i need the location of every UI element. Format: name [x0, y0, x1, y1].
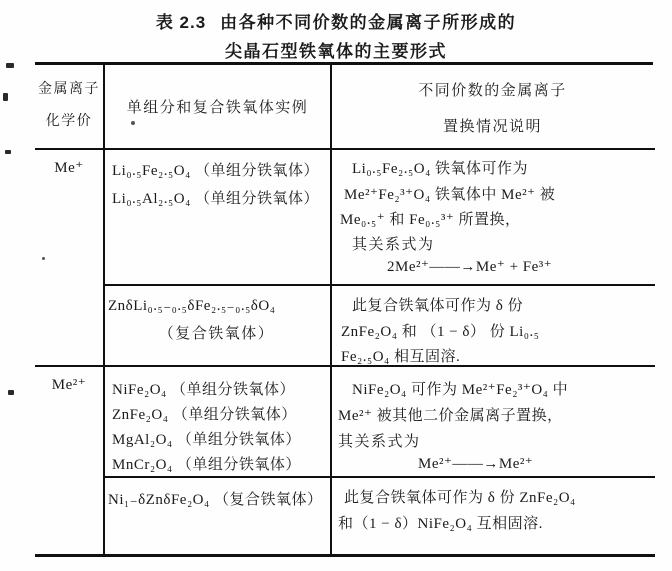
header-col3-line1: 不同价数的金属离子 [418, 83, 567, 99]
ion-valence-me1: Me⁺ [54, 160, 84, 176]
subrow-divider-rule-1 [104, 284, 655, 286]
ink-dot-artifact [42, 257, 45, 260]
table-bottom-rule [35, 554, 655, 557]
explanation-line: 和（1 − δ）NiFe₂O₄ 互相固溶. [338, 516, 543, 532]
ink-dot-artifact [131, 121, 135, 125]
column-divider-2 [330, 62, 332, 557]
explanation-line: 此复合铁氧体可作为 δ 份 ZnFe₂O₄ [344, 490, 576, 506]
table-title-text: 由各种不同价数的金属离子所形成的 [220, 13, 517, 32]
explanation-line: Li₀.₅Fe₂.₅O₄ 铁氧体可作为 [352, 161, 529, 177]
explanation-line: 其关系式为 [352, 237, 435, 253]
explanation-line: Me₀.₅⁺ 和 Fe₀.₅³⁺ 所置换， [340, 212, 521, 228]
scan-artifact [6, 63, 14, 68]
example-formula: MgAl₂O₄ （单组分铁氧体） [112, 432, 301, 448]
explanation-line: 其关系式为 [338, 434, 421, 450]
header-col1-line2: 化学价 [45, 114, 93, 129]
column-divider-1 [103, 62, 105, 557]
table-caption-line1 [56, 8, 616, 33]
example-formula: NiFe₂O₄ （单组分铁氧体） [112, 382, 296, 398]
explanation-line: Me²⁺Fe₂³⁺O₄ 铁氧体中 Me²⁺ 被 [344, 187, 556, 203]
table-caption-line2: 尖晶石型铁氧体的主要形式 [225, 42, 447, 61]
scan-artifact [8, 390, 14, 395]
subrow-divider-rule-2 [104, 476, 655, 478]
table-top-rule [35, 62, 653, 65]
scan-artifact [3, 93, 8, 101]
example-formula-label: （复合铁氧体） [158, 326, 275, 342]
example-formula: Li₀.₅Fe₂.₅O₄ （单组分铁氧体） [112, 163, 320, 179]
example-formula: Li₀.₅Al₂.₅O₄ （单组分铁氧体） [112, 191, 320, 207]
substitution-equation: Me²⁺——→Me²⁺ [418, 456, 534, 472]
header-col1-line1: 金属离子 [38, 82, 100, 97]
example-formula: MnCr₂O₄ （单组分铁氧体） [112, 457, 301, 473]
explanation-line: ZnFe₂O₄ 和 （1 − δ） 份 Li₀.₅ [341, 324, 540, 340]
header-bottom-rule [35, 148, 655, 150]
explanation-line: Fe₂.₅O₄ 相互固溶. [341, 349, 461, 365]
explanation-line: NiFe₂O₄ 可作为 Me²⁺Fe₂³⁺O₄ 中 [352, 382, 569, 398]
example-formula: ZnδLi₀.₅₋₀.₅δFe₂.₅₋₀.₅δO₄ [108, 298, 276, 314]
explanation-line: 此复合铁氧体可作为 δ 份 [352, 298, 524, 314]
example-formula: ZnFe₂O₄ （单组分铁氧体） [112, 407, 297, 423]
substitution-equation: 2Me²⁺——→Me⁺ + Fe³⁺ [387, 259, 553, 275]
header-col3-line2: 置换情况说明 [442, 119, 542, 135]
table-number: 表 2.3 [155, 13, 207, 32]
header-col2: 单组分和复合铁氧体实例 [126, 100, 309, 116]
explanation-line: Me²⁺ 被其他二价金属离子置换， [338, 408, 563, 424]
ion-valence-me2: Me²⁺ [51, 377, 87, 393]
scan-artifact [5, 150, 11, 154]
example-formula: Ni₁₋δZnδFe₂O₄ （复合铁氧体） [108, 492, 323, 508]
